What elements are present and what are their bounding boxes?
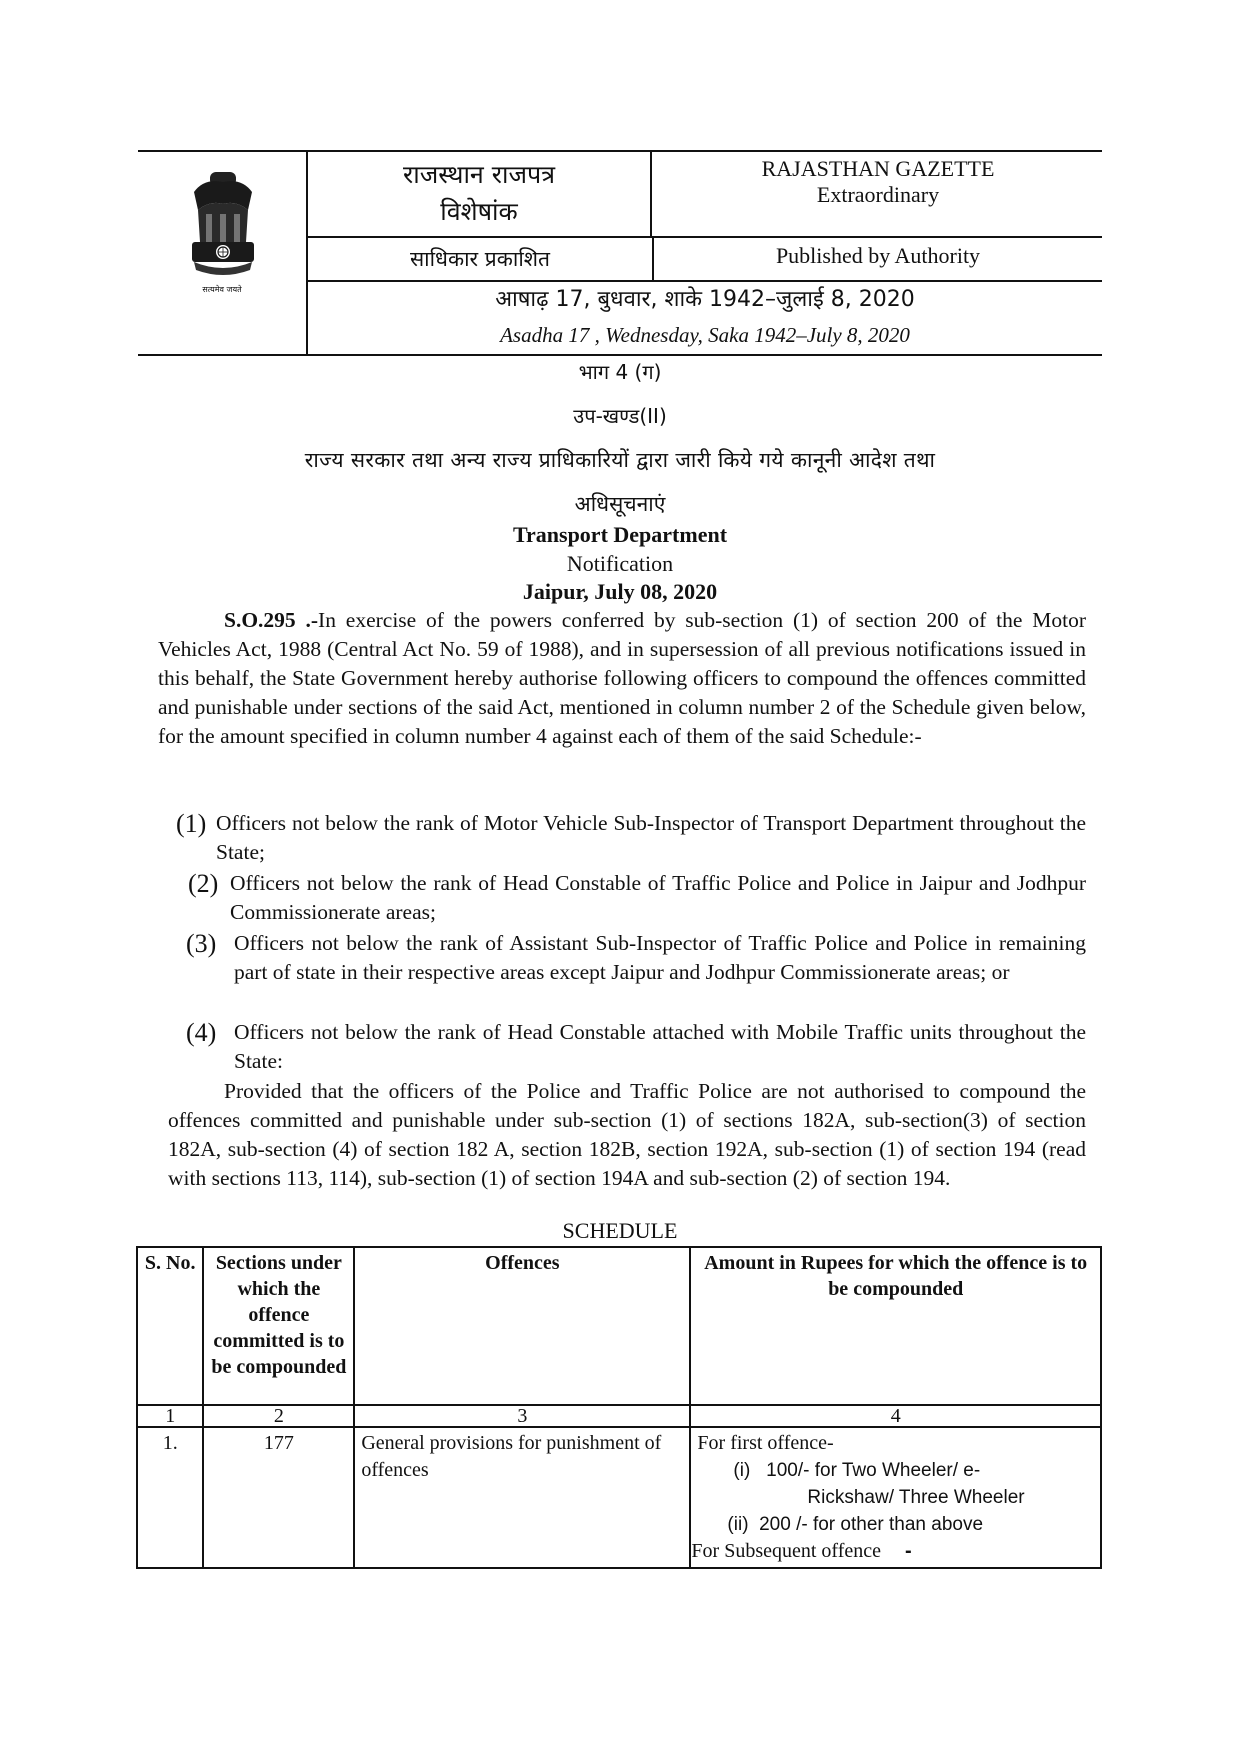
- first-offence-item-ii: [697, 1511, 1094, 1538]
- subsequent-value: -: [905, 1540, 912, 1562]
- gazette-masthead: [138, 150, 1102, 356]
- schedule-table: [136, 1246, 1102, 1569]
- hindi-section-heading: राज्य सरकार तथा अन्य राज्य प्राधिकारियों द्वारा जारी किये गये कानूनी आदेश तथा: [304, 448, 936, 472]
- header-amount: Amount in Rupees for which the offence is to be compounded: [690, 1247, 1101, 1405]
- notification-label: Notification: [566, 551, 674, 576]
- list-number: (3): [186, 929, 217, 958]
- list-text: Officers not below the rank of Motor Vehicle Sub-Inspector of Transport Department throughout the State;: [216, 811, 1086, 864]
- header-sections: Sections under which the offence committed is to be compounded: [203, 1247, 354, 1405]
- cell-section: 177: [203, 1427, 354, 1568]
- first-offence-item-i-cont: Rickshaw/ Three Wheeler: [807, 1487, 1025, 1508]
- list-number: (2): [188, 869, 219, 898]
- hindi-title-line2: विशेषांक: [440, 197, 518, 226]
- national-emblem-icon: [186, 170, 260, 282]
- column-number: 1: [137, 1405, 203, 1427]
- english-published-by: Published by Authority: [775, 243, 981, 268]
- subsequent-label: For Subsequent offence: [691, 1540, 882, 1562]
- column-number-row: [137, 1405, 1101, 1427]
- cell-amount: [690, 1427, 1101, 1568]
- english-gazette-title: [654, 152, 1102, 236]
- department-title: Transport Department: [512, 522, 728, 547]
- item-text: 200 /- for other than above: [759, 1514, 984, 1535]
- cell-sno: 1.: [137, 1427, 203, 1568]
- english-title-line1: RAJASTHAN GAZETTE: [761, 156, 995, 181]
- part-heading: भाग 4 (ग): [578, 360, 662, 384]
- officer-list-item: [188, 869, 1086, 927]
- cell-offence: General provisions for punishment of offences: [354, 1427, 690, 1568]
- place-and-date: Jaipur, July 08, 2020: [522, 579, 718, 604]
- emblem-cell: [138, 152, 308, 354]
- header-sno: S. No.: [137, 1247, 203, 1405]
- list-number: (1): [176, 809, 207, 838]
- item-label: (ii): [727, 1514, 749, 1535]
- table-header-row: [137, 1247, 1101, 1405]
- list-number: (4): [186, 1018, 217, 1047]
- list-text: Officers not below the rank of Head Constable of Traffic Police and Police in Jaipur and Jodhpur Commissionerate areas;: [230, 871, 1086, 924]
- column-number: 2: [203, 1405, 354, 1427]
- published-by-row: [308, 236, 1102, 282]
- emblem-motto: सत्यमेव जयते: [202, 285, 242, 294]
- officer-list-item: [186, 1018, 1086, 1076]
- subpart-heading: उप-खण्ड(II): [573, 404, 667, 428]
- notification-intro-paragraph: [158, 606, 1086, 751]
- so-number: S.O.295 .-: [224, 608, 319, 632]
- hindi-gazette-title: [308, 152, 652, 236]
- english-title-line2: Extraordinary: [816, 182, 940, 207]
- column-number: 3: [354, 1405, 690, 1427]
- hindi-published-by: साधिकार प्रकाशित: [308, 238, 654, 280]
- item-label: (i): [733, 1460, 751, 1481]
- subsequent-offence: [691, 1538, 1094, 1565]
- proviso-paragraph: Provided that the officers of the Police and Traffic Police are not authorised to compound the offences committed and punishable under sub-section (1) of sections 182A, sub-section(3) of section 182A, sub-section (4) of section 182 A, section 182B, section 192A, sub-section (1) of section 194 (read with sections 113, 114), sub-section (1) of section 194A and sub-section (2) of section 194.: [168, 1079, 1086, 1190]
- first-offence-label: For first offence-: [697, 1432, 834, 1454]
- intro-text: In exercise of the powers conferred by sub-section (1) of section 200 of the Motor Vehicles Act, 1988 (Central Act No. 59 of 1988), and in supersession of all previous notifications issued in this behalf, the State Government hereby authorise following officers to compound the offences committed and punishable under sections of the said Act, mentioned in column number 2 of the Schedule given below, for the amount specified in column number 4 against each of them of the said Schedule:-: [158, 608, 1086, 748]
- list-text: Officers not below the rank of Assistant Sub-Inspector of Traffic Police and Police in remaining part of state in their respective areas except Jaipur and Jodhpur Commissionerate areas; or: [234, 931, 1086, 984]
- list-text: Officers not below the rank of Head Constable attached with Mobile Traffic units throughout the State:: [234, 1020, 1086, 1073]
- hindi-date: आषाढ़ 17, बुधवार, शाके 1942–जुलाई 8, 2020: [495, 287, 915, 312]
- table-row: [137, 1427, 1101, 1568]
- item-text: 100/- for Two Wheeler/ e-: [766, 1460, 981, 1481]
- header-offences: Offences: [354, 1247, 690, 1405]
- schedule-title: SCHEDULE: [562, 1218, 678, 1243]
- english-date: Asadha 17 , Wednesday, Saka 1942–July 8, 2020: [500, 323, 910, 347]
- hindi-section-heading-cont: अधिसूचनाएं: [574, 492, 666, 516]
- first-offence-item-i: [697, 1457, 1094, 1484]
- hindi-title-line1: राजस्थान राजपत्र: [403, 160, 555, 189]
- officer-list-item: [186, 929, 1086, 987]
- column-number: 4: [690, 1405, 1101, 1427]
- officer-list-item: [176, 809, 1086, 867]
